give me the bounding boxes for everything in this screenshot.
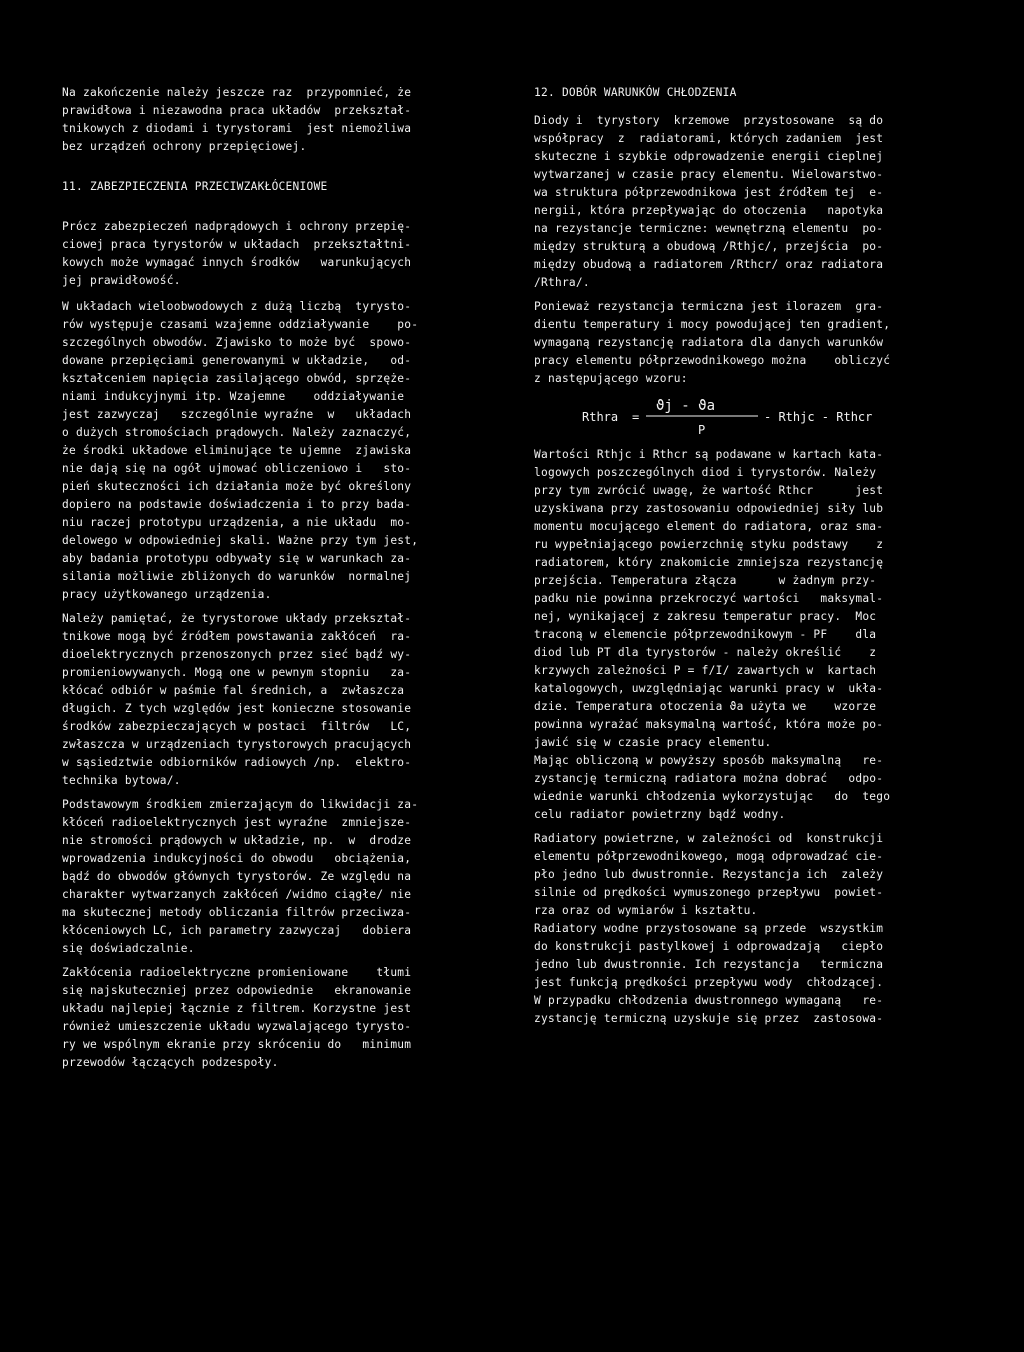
text-line: wytwarzanej w czasie pracy elementu. Wielowarstwo- xyxy=(534,168,884,181)
text-line: przewodów łączących podzespoły. xyxy=(62,1056,279,1069)
paragraph-catalog-values xyxy=(534,446,970,824)
text-line: Prócz zabezpieczeń nadprądowych i ochrony przepię- xyxy=(62,220,412,233)
text-line: ciowej praca tyrystorów w układach przekształtni- xyxy=(62,238,412,251)
text-line: dientu temperatury i mocy powodującej ten gradient, xyxy=(534,318,891,331)
text-line: zystancję termiczną radiatora można dobrać odpo- xyxy=(534,772,884,785)
spacer xyxy=(62,156,498,178)
spacer xyxy=(62,290,498,298)
text-line: tnikowe mogą być źródłem powstawania zakłóceń ra- xyxy=(62,630,412,643)
text-line: Ponieważ rezystancja termiczna jest ilorazem gra- xyxy=(534,300,884,313)
text-line: również umieszczenie układu wyzwalającego tyrysto- xyxy=(62,1020,412,1033)
text-line: Radiatory powietrzne, w zależności od konstrukcji xyxy=(534,832,884,845)
text-line: silania możliwie zbliżonych do warunków normalnej xyxy=(62,570,412,583)
text-line: przejścia. Temperatura złącza w żadnym przy- xyxy=(534,574,877,587)
text-line: kształceniem napięcia zasilającego obwód, sprzęże- xyxy=(62,372,412,385)
text-line: elementu półprzewodnikowego, mogą odprowadzać cie- xyxy=(534,850,884,863)
text-line: układu najlepiej łącznie z filtrem. Korzystne jest xyxy=(62,1002,412,1015)
paragraph-shielding xyxy=(62,964,498,1072)
text-line: nie stromości prądowych w układzie, np. w drodze xyxy=(62,834,412,847)
text-line: jej prawidłowość. xyxy=(62,274,181,287)
text-line: dzie. Temperatura otoczenia ϑa użyta we wzorze xyxy=(534,700,877,713)
text-line: jedno lub dwustronnie. Ich rezystancja termiczna xyxy=(534,958,884,971)
text-line: wa struktura półprzewodnikowa jest źródłem tej e- xyxy=(534,186,884,199)
section-heading-11: 11. ZABEZPIECZENIA PRZECIWZAKŁÓCENIOWE xyxy=(62,180,328,193)
text-line: skuteczne i szybkie odprowadzenie energii cieplnej xyxy=(534,150,884,163)
text-line: między strukturą a obudową /Rthjc/, przejścia po- xyxy=(534,240,884,253)
text-line: aby badania prototypu odbywały się w warunkach za- xyxy=(62,552,412,565)
text-line: silnie od prędkości wymuszonego przepływu powiet- xyxy=(534,886,884,899)
text-line: bądź do obwodów głównych tyrystorów. Ze względu na xyxy=(62,870,412,883)
text-line: powinna wyrażać maksymalną wartość, która może po- xyxy=(534,718,884,731)
text-line: szczególnych obwodów. Zjawisko to może być spowo- xyxy=(62,336,412,349)
paragraph-thermal-resistance xyxy=(534,298,970,388)
text-line: kowych może wymagać innych środków warunkujących xyxy=(62,256,412,269)
paragraph-mutual-interaction xyxy=(62,298,498,604)
text-line: Diody i tyrystory krzemowe przystosowane są do xyxy=(534,114,884,127)
text-line: na rezystancje termiczne: wewnętrzną elementu po- xyxy=(534,222,884,235)
text-line: zwłaszcza w urządzeniach tyrystorowych pracujących xyxy=(62,738,412,751)
formula-equals: = xyxy=(632,410,640,424)
text-line: do konstrukcji pastylkowej i odprowadzają ciepło xyxy=(534,940,884,953)
text-line: niami indukcyjnymi itp. Wzajemne oddziaływanie xyxy=(62,390,405,403)
text-line: Zakłócenia radioelektryczne promieniowane tłumi xyxy=(62,966,412,979)
text-line: nej, wynikającej z zakresu temperatur pracy. Moc xyxy=(534,610,877,623)
text-line: jest zazwyczaj szczególnie wyraźne w układach xyxy=(62,408,412,421)
text-line: logowych poszczególnych diod i tyrystorów. Należy xyxy=(534,466,877,479)
text-line: wymaganą rezystancję radiatora dla danych warunków xyxy=(534,336,884,349)
text-line: uzyskiwana przy zastosowaniu odpowiedniej siły lub xyxy=(534,502,884,515)
thermal-resistance-formula xyxy=(534,388,970,446)
text-line: między obudową a radiatorem /Rthcr/ oraz radiatora xyxy=(534,258,884,271)
text-line: dioelektrycznych przenoszonych przez sieć bądź wy- xyxy=(62,648,412,661)
text-line: nie dają się na ogół ujmować obliczeniowo i sto- xyxy=(62,462,412,475)
text-line: /Rthra/. xyxy=(534,276,590,289)
text-line: kłócać odbiór w paśmie fal średnich, a zwłaszcza xyxy=(62,684,405,697)
text-line: krzywych zależności P = f/I/ zawartych w kartach xyxy=(534,664,877,677)
text-line: Radiatory wodne przystosowane są przede wszystkim xyxy=(534,922,884,935)
text-line: celu radiator powietrzny bądź wodny. xyxy=(534,808,786,821)
formula-denominator: P xyxy=(698,423,706,437)
text-line: nergii, która przepływając do otoczenia napotyka xyxy=(534,204,884,217)
section-heading-12: 12. DOBÓR WARUNKÓW CHŁODZENIA xyxy=(534,86,737,99)
text-line: bez urządzeń ochrony przepięciowej. xyxy=(62,140,307,153)
text-line: tnikowych z diodami i tyrystorami jest niemożliwa xyxy=(62,122,412,135)
paragraph-cooling-intro xyxy=(534,112,970,292)
text-line: z następującego wzoru: xyxy=(534,372,688,385)
text-line: niu raczej prototypu urządzenia, a nie układu mo- xyxy=(62,516,412,529)
text-line: długich. Z tych względów jest konieczne stosowanie xyxy=(62,702,412,715)
text-line: ry we wspólnym ekranie przy skróceniu do minimum xyxy=(62,1038,412,1051)
spacer xyxy=(62,196,498,218)
text-line: się doświadczalnie. xyxy=(62,942,195,955)
paragraph-radio-interference xyxy=(62,610,498,790)
paragraph-other-measures xyxy=(62,218,498,290)
text-line: wprowadzenia indukcyjności do obwodu obciążenia, xyxy=(62,852,412,865)
text-line: promieniowywanych. Mogą one w pewnym stopniu za- xyxy=(62,666,412,679)
text-line: zystancję termiczną uzyskuje się przez zastosowa- xyxy=(534,1012,884,1025)
formula-rest: - Rthjc - Rthcr xyxy=(764,410,873,424)
text-line: dopiero na podstawie doświadczenia i to przy bada- xyxy=(62,498,412,511)
text-line: diod lub PT dla tyrystorów - należy określić z xyxy=(534,646,877,659)
text-line: pień skuteczności ich działania może być określony xyxy=(62,480,412,493)
text-line: Na zakończenie należy jeszcze raz przypomnieć, że xyxy=(62,86,412,99)
text-line: o dużych stromościach prądowych. Należy zaznaczyć, xyxy=(62,426,412,439)
paragraph-basic-measure xyxy=(62,796,498,958)
text-line: przy tym zwrócić uwagę, że wartość Rthcr jest xyxy=(534,484,884,497)
text-line: że środki układowe eliminujące te ujemne zjawiska xyxy=(62,444,412,457)
text-line: rów występuje czasami wzajemne oddziaływanie po- xyxy=(62,318,419,331)
text-line: Mając obliczoną w powyższy sposób maksymalną re- xyxy=(534,754,884,767)
text-line: Wartości Rthjc i Rthcr są podawane w kartach kata- xyxy=(534,448,884,461)
text-line: pło jedno lub dwustronnie. Rezystancja ich zależy xyxy=(534,868,884,881)
text-line: dowane przepięciami generowanymi w układzie, od- xyxy=(62,354,412,367)
text-line: W przypadku chłodzenia dwustronnego wymaganą re- xyxy=(534,994,884,1007)
text-line: Należy pamiętać, że tyrystorowe układy przekształ- xyxy=(62,612,412,625)
text-line: ru wypełniającego powierzchnię styku podstawy z xyxy=(534,538,884,551)
text-line: ma skutecznej metody obliczania filtrów przeciwza- xyxy=(62,906,412,919)
formula-lhs: Rthra xyxy=(582,410,619,424)
text-line: pracy użytkowanego urządzenia. xyxy=(62,588,272,601)
text-line: momentu mocującego element do radiatora, oraz sma- xyxy=(534,520,884,533)
text-line: W układach wieloobwodowych z dużą liczbą tyrysto- xyxy=(62,300,412,313)
right-column xyxy=(534,84,970,1028)
text-line: charakter wytwarzanych zakłóceń /widmo ciągłe/ nie xyxy=(62,888,412,901)
text-line: jest funkcją prędkości przepływu wody chłodzącej. xyxy=(534,976,884,989)
text-line: w sąsiedztwie odbiorników radiowych /np. elektro- xyxy=(62,756,412,769)
formula-numerator: ϑj - ϑa xyxy=(656,398,716,414)
text-line: kłóceń radioelektrycznych jest wyraźne zmniejsze- xyxy=(62,816,412,829)
text-line: pracy elementu półprzewodnikowego można obliczyć xyxy=(534,354,891,367)
text-line: radiatorem, który znakomicie zmniejsza rezystancję xyxy=(534,556,884,569)
left-column xyxy=(62,84,498,1072)
paragraph-water-radiators xyxy=(534,920,970,1028)
paragraph-air-radiators xyxy=(534,830,970,920)
text-line: wiednie warunki chłodzenia wykorzystując do tego xyxy=(534,790,891,803)
text-line: katalogowych, uwzględniając warunki pracy w ukła- xyxy=(534,682,884,695)
spacer xyxy=(534,102,970,112)
text-line: padku nie powinna przekroczyć wartości maksymal- xyxy=(534,592,884,605)
text-line: rza oraz od wymiarów i kształtu. xyxy=(534,904,758,917)
text-line: jawić się w czasie pracy elementu. xyxy=(534,736,772,749)
text-line: środków zabezpieczających w postaci filtrów LC, xyxy=(62,720,412,733)
text-line: traconą w elemencie półprzewodnikowym - PF dla xyxy=(534,628,877,641)
text-line: prawidłowa i niezawodna praca układów przekształ- xyxy=(62,104,412,117)
text-line: technika bytowa/. xyxy=(62,774,181,787)
paragraph-closing-remark xyxy=(62,84,498,156)
text-line: współpracy z radiatorami, których zadaniem jest xyxy=(534,132,884,145)
text-line: delowego w odpowiedniej skali. Ważne przy tym jest, xyxy=(62,534,419,547)
text-line: Podstawowym środkiem zmierzającym do likwidacji za- xyxy=(62,798,419,811)
text-line: się najskuteczniej przez odpowiednie ekranowanie xyxy=(62,984,412,997)
text-line: kłóceniowych LC, ich parametry zazwyczaj dobiera xyxy=(62,924,412,937)
